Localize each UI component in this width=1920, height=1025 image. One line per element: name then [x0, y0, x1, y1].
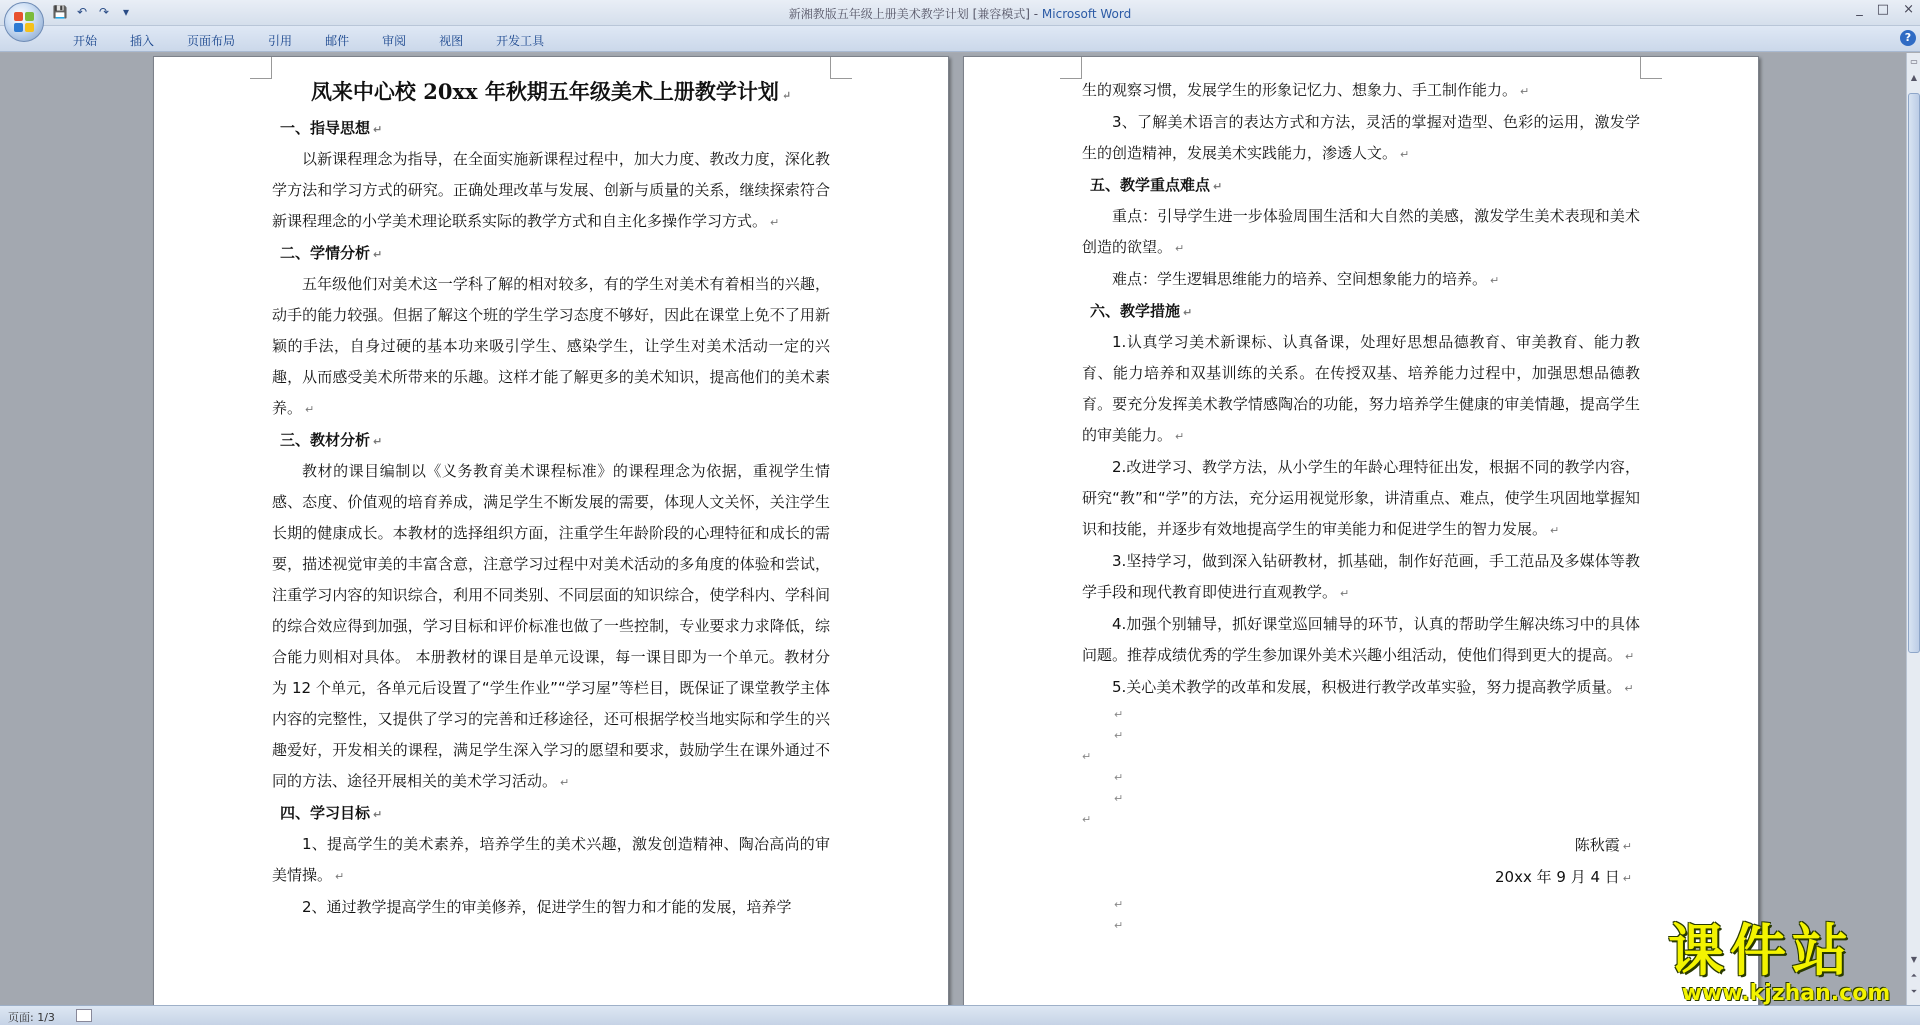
paragraph: 1.认真学习美术新课标、认真备课，处理好思想品德教育、审美教育、能力教育、能力培养和双基训练的关系。在传授双基、培养能力过程中，加强思想品德教育。要充分发挥美术教学情感陶冶的功能，努力培养学生健康的审美情趣，提高学生的审美能力。 ↵: [1082, 333, 1640, 444]
section-heading: 四、学习目标 ↵: [280, 804, 383, 822]
undo-icon[interactable]: ↶: [76, 5, 88, 19]
section-heading: 二、学情分析 ↵: [280, 244, 383, 262]
save-icon[interactable]: 💾: [52, 5, 68, 19]
section-heading: 三、教材分析 ↵: [280, 431, 383, 449]
document-page-1[interactable]: [153, 56, 949, 1005]
window-controls: [1856, 2, 1914, 17]
empty-paragraph: ↵: [1082, 750, 1092, 763]
signature-name: 陈秋霞 ↵: [1574, 836, 1632, 854]
paragraph: 3、了解美术语言的表达方式和方法，灵活的掌握对造型、色彩的运用，激发学生的创造精神，发展美术实践能力，渗透人文。 ↵: [1082, 113, 1640, 162]
empty-paragraph: ↵: [1114, 771, 1124, 784]
paragraph: 难点：学生逻辑思维能力的培养、空间想象能力的培养。 ↵: [1112, 270, 1500, 288]
office-logo-icon: [14, 12, 34, 32]
macro-record-icon[interactable]: [76, 1009, 92, 1022]
tab-home[interactable]: 开始: [73, 34, 98, 48]
help-icon[interactable]: ?: [1900, 30, 1916, 46]
empty-paragraph: ↵: [1114, 898, 1124, 911]
signature-date: 20xx 年 9 月 4 日 ↵: [1495, 868, 1632, 886]
empty-paragraph: ↵: [1082, 813, 1092, 826]
site-watermark: [1668, 919, 1904, 1008]
redo-icon[interactable]: ↷: [98, 5, 110, 19]
section-heading: 六、教学措施 ↵: [1090, 302, 1193, 320]
paragraph: 4.加强个别辅导，抓好课堂巡回辅导的环节，认真的帮助学生解决练习中的具体问题。推荐成绩优秀的学生参加课外美术兴趣小组活动，使他们得到更大的提高。 ↵: [1082, 615, 1640, 664]
watermark-url: www.kjzhan.com: [1681, 981, 1891, 1006]
paragraph: 生的观察习惯，发展学生的形象记忆力、想象力、手工制作能力。 ↵: [1082, 81, 1530, 99]
document-title: 新湘教版五年级上册美术教学计划 [兼容模式] -: [788, 7, 1042, 21]
empty-paragraph: ↵: [1114, 729, 1124, 742]
close-button[interactable]: ×: [1903, 2, 1914, 17]
tab-references[interactable]: 引用: [268, 34, 293, 48]
section-heading: 一、指导思想 ↵: [280, 119, 383, 137]
margin-corner-mark: [1640, 57, 1662, 79]
tab-mailings[interactable]: 邮件: [325, 34, 350, 48]
page-1-text[interactable]: [272, 73, 830, 923]
page-2-text[interactable]: [1082, 75, 1640, 936]
tab-developer[interactable]: 开发工具: [496, 34, 545, 48]
document-workspace[interactable]: [0, 53, 1906, 1005]
status-bar: [0, 1005, 1920, 1025]
scroll-down-icon[interactable]: ▼: [1910, 955, 1918, 964]
paragraph: 重点：引导学生进一步体验周围生活和大自然的美感，激发学生美术表现和美术创造的欲望。 ↵: [1082, 207, 1640, 256]
vertical-scrollbar[interactable]: [1906, 53, 1920, 1005]
ruler-toggle-icon[interactable]: ▭: [1910, 57, 1918, 66]
office-button[interactable]: [4, 2, 44, 42]
document-page-2[interactable]: [963, 56, 1759, 1005]
paragraph: 1、提高学生的美术素养，培养学生的美术兴趣，激发创造精神、陶冶高尚的审美情操。 ↵: [272, 835, 830, 884]
paragraph: 五年级他们对美术这一学科了解的相对较多，有的学生对美术有着相当的兴趣，动手的能力较强。但据了解这个班的学生学习态度不够好，因此在课堂上免不了用新颖的手法，自身过硬的基本功来吸引学生、感染学生，让学生对美术活动一定的兴趣，从而感受美术所带来的乐趣。这样才能了解更多的美术知识，提高他们的美术素养。 ↵: [272, 275, 830, 417]
minimize-button[interactable]: _: [1856, 2, 1863, 17]
empty-paragraph: ↵: [1114, 919, 1124, 932]
tab-view[interactable]: 视图: [439, 34, 464, 48]
page-count[interactable]: 页面: 1/3: [8, 1011, 55, 1024]
empty-paragraph: ↵: [1114, 708, 1124, 721]
paragraph: 5.关心美术教学的改革和发展，积极进行教学改革实验，努力提高教学质量。 ↵: [1112, 678, 1634, 696]
window-title: [0, 5, 1920, 22]
empty-paragraph: ↵: [1114, 792, 1124, 805]
app-name: Microsoft Word: [1041, 7, 1132, 21]
maximize-button[interactable]: □: [1876, 2, 1890, 17]
tab-insert[interactable]: 插入: [130, 34, 155, 48]
previous-page-icon[interactable]: ⏶: [1910, 971, 1918, 980]
document-heading: 凤来中心校 20xx 年秋期五年级美术上册教学计划 ↵: [310, 79, 792, 104]
next-page-icon[interactable]: ⏷: [1910, 987, 1918, 996]
title-bar: [0, 0, 1920, 26]
scroll-up-icon[interactable]: ▲: [1910, 73, 1918, 82]
paragraph: 教材的课目编制以《义务教育美术课程标准》的课程理念为依据，重视学生情感、态度、价值观的培育养成，满足学生不断发展的需要，体现人文关怀，关注学生长期的健康成长。本教材的选择组织方面，注重学生年龄阶段的心理特征和成长的需要，描述视觉审美的丰富含意，注意学习过程中对美术活动的多角度的体验和尝试，注重学习内容的知识综合，利用不同类别、不同层面的知识综合，使学科内、学科间的综合效应得到加强，学习目标和评价标准也做了一些控制，专业要求力求降低，综合能力则相对具体。 本册教材的课目是单元设课，每一课目即为一个单元。教材分为 12 个单元，各单元后设置了“学生作业”“学习屋”等栏目，既保证了课堂教学主体内容的完整性，又提供了学习的完善和迁移途径，还可根据学校当地实际和学生的兴趣爱好，开发相关的课程，满足学生深入学习的愿望和要求，鼓励学生在课外通过不同的方法、途径开展相关的美术学习活动。 ↵: [272, 462, 830, 790]
margin-corner-mark: [1060, 57, 1082, 79]
paragraph: 2.改进学习、教学方法，从小学生的年龄心理特征出发，根据不同的教学内容，研究“教”和“学”的方法，充分运用视觉形象，讲清重点、难点，使学生巩固地掌握知识和技能，并逐步有效地提高学生的审美能力和促进学生的智力发展。 ↵: [1082, 458, 1640, 538]
ribbon: [0, 26, 1920, 52]
tab-page-layout[interactable]: 页面布局: [187, 34, 236, 48]
paragraph: 3.坚持学习，做到深入钻研教材，抓基础，制作好范画，手工范品及多媒体等教学手段和现代教育即使进行直观教学。 ↵: [1082, 552, 1640, 601]
customize-qat-icon[interactable]: ▾: [122, 5, 130, 19]
paragraph: 以新课程理念为指导，在全面实施新课程过程中，加大力度、教改力度，深化教学方法和学习方式的研究。正确处理改革与发展、创新与质量的关系，继续探索符合新课程理念的小学美术理论联系实际的教学方式和自主化多操作学习方式。 ↵: [272, 150, 830, 230]
tab-review[interactable]: 审阅: [382, 34, 407, 48]
margin-corner-mark: [830, 57, 852, 79]
ribbon-tabs: [58, 30, 562, 50]
watermark-title: 课件站: [1668, 919, 1854, 984]
scrollbar-thumb[interactable]: [1908, 93, 1920, 653]
section-heading: 五、教学重点难点 ↵: [1090, 176, 1223, 194]
margin-corner-mark: [250, 57, 272, 79]
paragraph: 2、通过教学提高学生的审美修养，促进学生的智力和才能的发展，培养学: [302, 898, 792, 916]
